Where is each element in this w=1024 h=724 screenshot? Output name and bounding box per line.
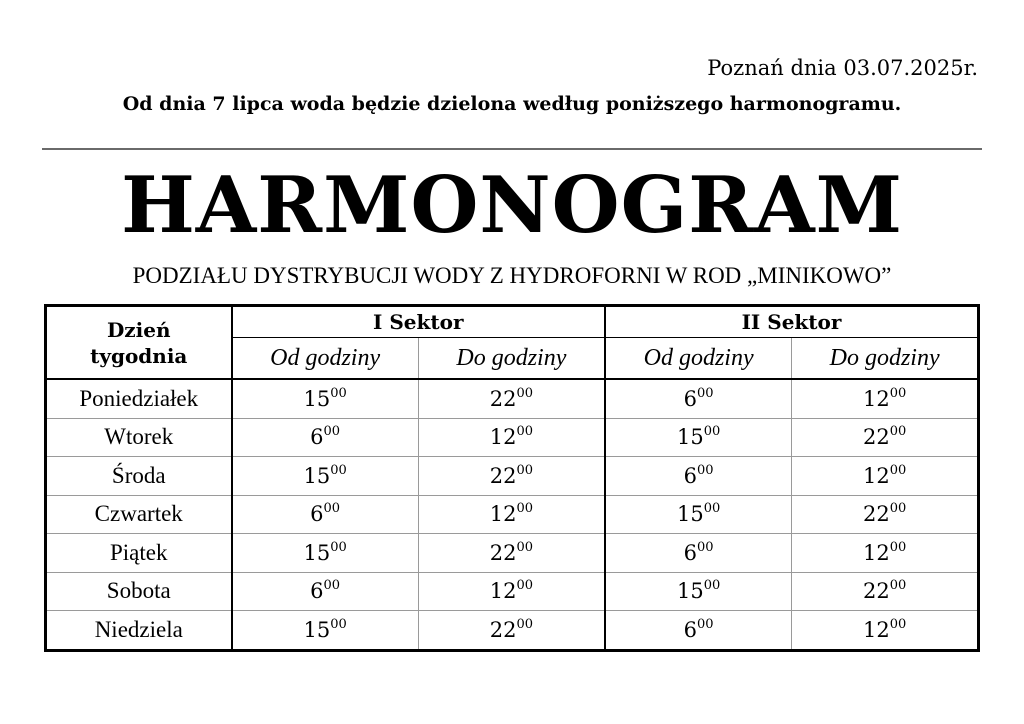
time-cell xyxy=(792,418,979,456)
time-minutes: 00 xyxy=(889,501,907,517)
day-cell: Wtorek xyxy=(46,418,232,456)
time-hour: 22 xyxy=(489,463,517,488)
table-row xyxy=(46,611,979,651)
time-minutes: 00 xyxy=(889,539,907,555)
time-hour: 22 xyxy=(489,618,517,643)
time-cell xyxy=(232,457,419,495)
time-cell xyxy=(605,457,792,495)
time-minutes: 00 xyxy=(516,501,534,517)
time-cell xyxy=(792,495,979,533)
time-minutes: 00 xyxy=(330,385,347,401)
time-hour: 12 xyxy=(862,540,890,565)
time-minutes: 00 xyxy=(889,385,907,401)
time-cell xyxy=(605,418,792,456)
time-minutes: 00 xyxy=(516,424,534,440)
time-cell xyxy=(232,495,419,533)
time-cell xyxy=(792,379,979,418)
header-row-sectors xyxy=(46,306,979,338)
time-cell xyxy=(792,457,979,495)
time-minutes: 00 xyxy=(323,578,341,594)
time-minutes: 00 xyxy=(889,617,907,633)
day-cell: Poniedziałek xyxy=(46,379,232,418)
schedule-body xyxy=(46,379,979,651)
time-hour: 6 xyxy=(683,540,698,565)
time-hour: 6 xyxy=(310,425,324,450)
time-hour: 22 xyxy=(862,502,890,527)
table-row xyxy=(46,572,979,610)
time-minutes: 00 xyxy=(330,462,347,478)
time-minutes: 00 xyxy=(516,539,534,555)
time-hour: 15 xyxy=(676,425,704,450)
time-cell xyxy=(232,379,419,418)
time-cell xyxy=(418,379,605,418)
day-column-header xyxy=(46,306,232,380)
time-minutes: 00 xyxy=(697,462,714,478)
time-hour: 15 xyxy=(303,463,331,488)
day-cell: Piątek xyxy=(46,534,232,572)
day-cell: Niedziela xyxy=(46,611,232,651)
time-hour: 12 xyxy=(489,425,517,450)
time-cell xyxy=(232,418,419,456)
time-minutes: 00 xyxy=(889,578,907,594)
table-row xyxy=(46,495,979,533)
time-cell xyxy=(232,572,419,610)
sector-1-header: I Sektor xyxy=(232,306,606,338)
time-minutes: 00 xyxy=(516,462,534,478)
time-hour: 12 xyxy=(489,579,517,604)
day-cell: Czwartek xyxy=(46,495,232,533)
page-title: HARMONOGRAM xyxy=(121,160,903,251)
time-minutes: 00 xyxy=(697,385,714,401)
time-cell xyxy=(418,611,605,651)
time-hour: 15 xyxy=(303,540,331,565)
time-cell xyxy=(232,534,419,572)
time-minutes: 00 xyxy=(330,617,347,633)
sector-1-from-header: Od godziny xyxy=(232,338,419,380)
time-minutes: 00 xyxy=(323,501,341,517)
time-minutes: 00 xyxy=(697,539,714,555)
sector-1-to-header: Do godziny xyxy=(418,338,605,380)
time-cell xyxy=(792,572,979,610)
time-cell xyxy=(418,495,605,533)
time-hour: 6 xyxy=(683,386,698,411)
table-row xyxy=(46,379,979,418)
date-line: Poznań dnia 03.07.2025r. xyxy=(707,56,978,80)
time-minutes: 00 xyxy=(703,501,721,517)
time-minutes: 00 xyxy=(516,578,534,594)
time-hour: 6 xyxy=(310,579,324,604)
time-hour: 15 xyxy=(303,618,331,643)
time-cell xyxy=(605,495,792,533)
table-row xyxy=(46,457,979,495)
time-cell xyxy=(418,534,605,572)
time-hour: 6 xyxy=(683,463,698,488)
time-hour: 15 xyxy=(303,386,331,411)
time-cell xyxy=(792,611,979,651)
time-hour: 22 xyxy=(489,540,517,565)
time-cell xyxy=(792,534,979,572)
time-cell xyxy=(418,457,605,495)
time-cell xyxy=(418,572,605,610)
time-cell xyxy=(232,611,419,651)
time-minutes: 00 xyxy=(323,424,341,440)
time-cell xyxy=(418,418,605,456)
time-hour: 22 xyxy=(862,425,890,450)
divider xyxy=(42,148,982,150)
time-cell xyxy=(605,534,792,572)
sector-2-to-header: Do godziny xyxy=(792,338,979,380)
sector-2-header: II Sektor xyxy=(605,306,979,338)
time-hour: 15 xyxy=(676,579,704,604)
time-minutes: 00 xyxy=(330,539,347,555)
time-minutes: 00 xyxy=(516,385,534,401)
time-cell xyxy=(605,379,792,418)
day-cell: Sobota xyxy=(46,572,232,610)
time-minutes: 00 xyxy=(889,462,907,478)
time-hour: 22 xyxy=(862,579,890,604)
table-row xyxy=(46,418,979,456)
page-subtitle: PODZIAŁU DYSTRYBUCJI WODY Z HYDROFORNI W ROD „MINIKOWO” xyxy=(132,263,892,288)
sector-2-from-header: Od godziny xyxy=(605,338,792,380)
time-hour: 22 xyxy=(489,386,517,411)
time-hour: 12 xyxy=(862,463,890,488)
time-minutes: 00 xyxy=(703,578,721,594)
day-header-line1: Dzień xyxy=(106,317,171,342)
day-header-line2: tygodnia xyxy=(90,343,188,368)
time-hour: 12 xyxy=(489,502,517,527)
time-minutes: 00 xyxy=(703,424,721,440)
time-cell xyxy=(605,611,792,651)
time-minutes: 00 xyxy=(516,617,534,633)
time-cell xyxy=(605,572,792,610)
table-row xyxy=(46,534,979,572)
time-hour: 6 xyxy=(683,618,698,643)
time-hour: 15 xyxy=(676,502,704,527)
time-hour: 12 xyxy=(862,618,890,643)
intro-text: Od dnia 7 lipca woda będzie dzielona według poniższego harmonogramu. xyxy=(122,93,902,115)
schedule-table xyxy=(44,304,980,652)
time-minutes: 00 xyxy=(697,617,714,633)
day-cell: Środa xyxy=(46,457,232,495)
time-hour: 6 xyxy=(310,502,324,527)
time-minutes: 00 xyxy=(889,424,907,440)
time-hour: 12 xyxy=(862,386,890,411)
